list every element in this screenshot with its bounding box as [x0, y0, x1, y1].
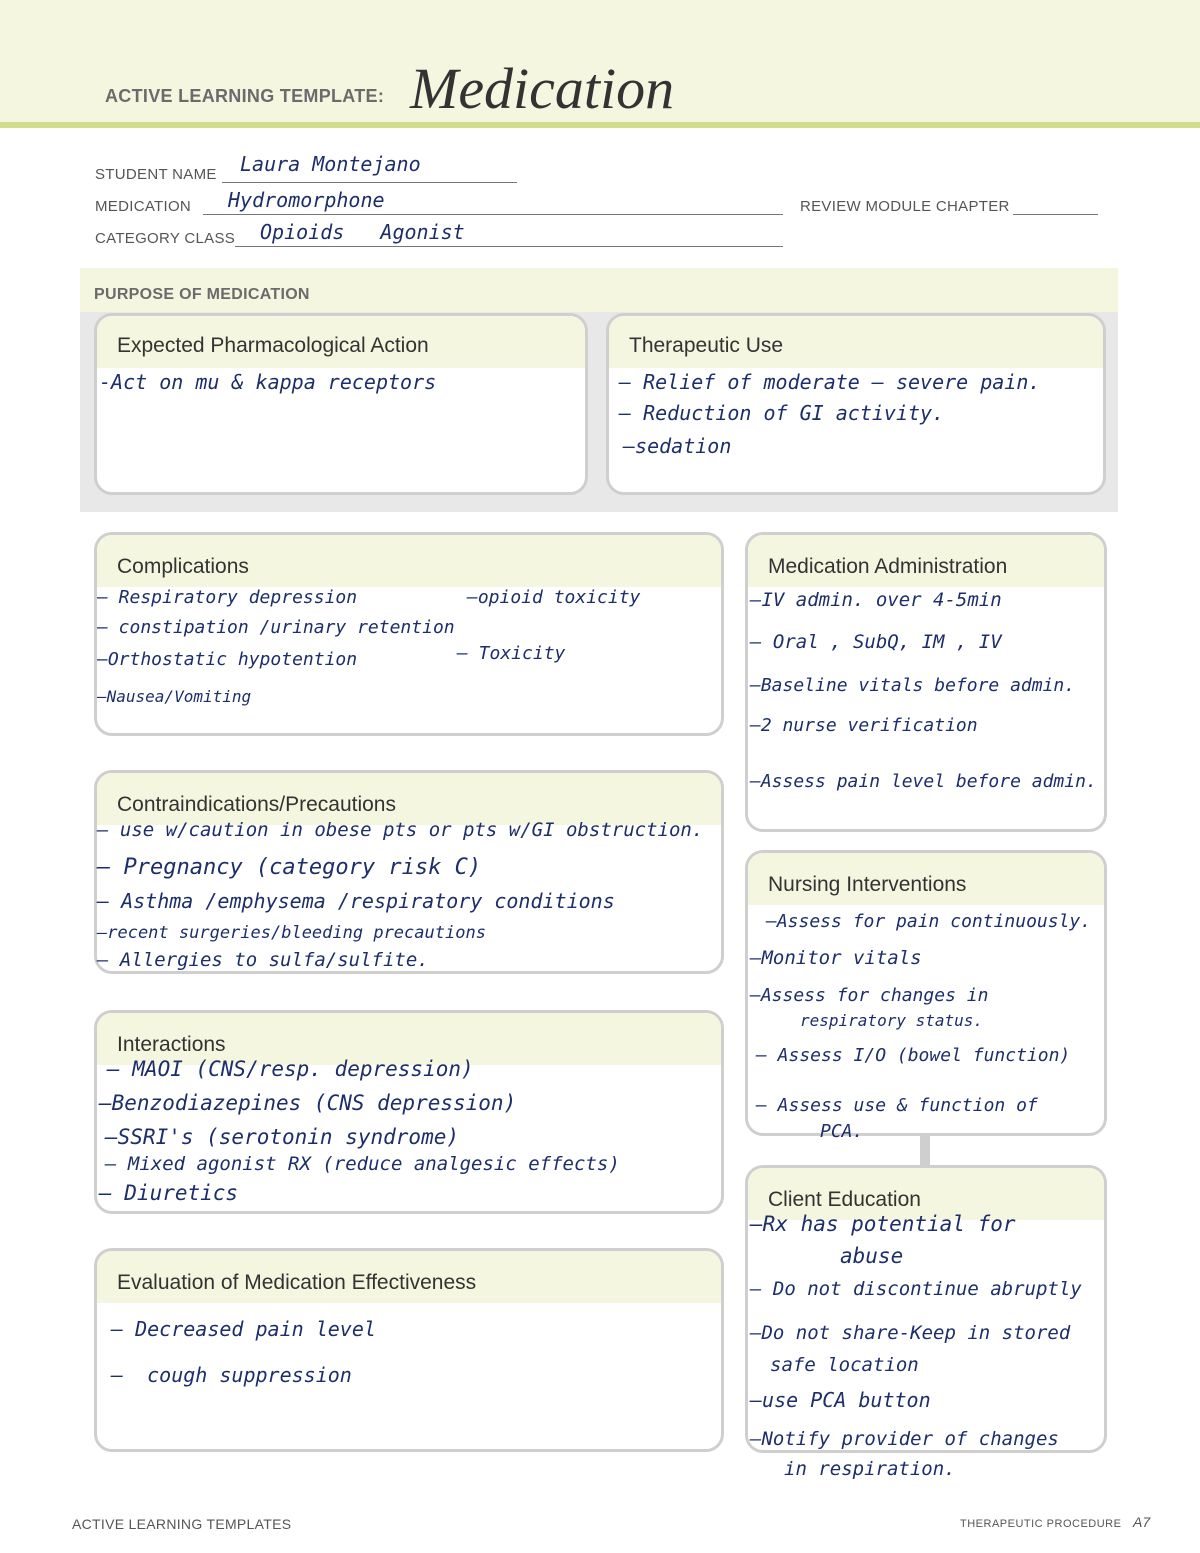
- administration-box: [745, 532, 1107, 832]
- student-name-label: STUDENT NAME: [95, 166, 217, 183]
- page-number: A7: [1133, 1514, 1151, 1530]
- nursing-interventions-box: [745, 850, 1107, 1142]
- handwritten-line[interactable]: – Do not discontinue abruptly: [750, 1278, 1082, 1300]
- expected-action-title: Expected Pharmacological Action: [117, 334, 429, 357]
- therapeutic-use-box: [606, 313, 1106, 495]
- handwritten-line[interactable]: – Asthma /emphysema /respiratory conditions: [97, 889, 615, 913]
- handwritten-line[interactable]: –Monitor vitals: [750, 947, 922, 969]
- header-rule: [0, 122, 1200, 128]
- handwritten-line[interactable]: – Reduction of GI activity.: [619, 401, 945, 425]
- template-title: Medication: [410, 56, 675, 121]
- handwritten-line[interactable]: –Rx has potential for: [750, 1212, 1016, 1236]
- evaluation-box: [94, 1248, 724, 1452]
- handwritten-line[interactable]: –IV admin. over 4-5min: [750, 589, 1002, 611]
- handwritten-line[interactable]: –Assess for changes in: [750, 985, 989, 1006]
- interactions-title: Interactions: [117, 1033, 226, 1056]
- nursing-interventions-title: Nursing Interventions: [768, 873, 967, 896]
- medication-line: [203, 214, 783, 215]
- handwritten-line[interactable]: – Toxicity: [457, 643, 566, 664]
- handwritten-line[interactable]: – constipation /urinary retention: [97, 617, 455, 638]
- therapeutic-use-title: Therapeutic Use: [629, 334, 784, 357]
- handwritten-line[interactable]: -Act on mu & kappa receptors: [99, 370, 437, 394]
- handwritten-line[interactable]: – Relief of moderate – severe pain.: [619, 370, 1041, 394]
- category-label: CATEGORY CLASS: [95, 230, 236, 247]
- handwritten-line[interactable]: – Respiratory depression: [97, 587, 358, 608]
- handwritten-line[interactable]: –Nausea/Vomiting: [97, 687, 252, 706]
- handwritten-line[interactable]: –Baseline vitals before admin.: [750, 675, 1076, 696]
- student-name-value[interactable]: Laura Montejano: [240, 152, 421, 176]
- client-education-box: [745, 1165, 1107, 1480]
- student-name-line: [222, 182, 517, 183]
- handwritten-line[interactable]: – Assess I/O (bowel function): [756, 1045, 1071, 1066]
- footer-right: THERAPEUTIC PROCEDURE: [960, 1518, 1122, 1530]
- handwritten-line[interactable]: –Do not share-Keep in stored: [750, 1322, 1071, 1344]
- handwritten-line[interactable]: – use w/caution in obese pts or pts w/GI obstruction.: [97, 819, 704, 841]
- purpose-label: PURPOSE OF MEDICATION: [94, 286, 310, 303]
- handwritten-line[interactable]: –2 nurse verification: [750, 715, 978, 736]
- expected-action-box: [94, 313, 588, 495]
- handwritten-line[interactable]: – Decreased pain level: [111, 1317, 376, 1341]
- handwritten-line[interactable]: – Diuretics: [99, 1181, 239, 1205]
- handwritten-line[interactable]: –Benzodiazepines (CNS depression): [99, 1091, 517, 1115]
- handwritten-line[interactable]: safe location: [770, 1354, 919, 1376]
- interactions-box: [94, 1010, 724, 1214]
- contraindications-title: Contraindications/Precautions: [117, 793, 396, 816]
- handwritten-line[interactable]: – Oral , SubQ, IM , IV: [750, 631, 1002, 653]
- contraindications-box: [94, 770, 724, 974]
- handwritten-line[interactable]: – cough suppression: [111, 1363, 352, 1387]
- template-prefix: ACTIVE LEARNING TEMPLATE:: [105, 86, 385, 106]
- handwritten-line[interactable]: in respiration.: [784, 1458, 956, 1480]
- review-module-label: REVIEW MODULE CHAPTER: [800, 198, 1010, 215]
- box-connector: [920, 1135, 930, 1167]
- handwritten-line[interactable]: –recent surgeries/bleeding precautions: [97, 923, 486, 943]
- category-value[interactable]: Opioids Agonist: [260, 220, 465, 244]
- complications-title: Complications: [117, 555, 249, 578]
- handwritten-line[interactable]: –use PCA button: [750, 1388, 931, 1412]
- handwritten-line[interactable]: – Assess use & function of: [756, 1095, 1038, 1116]
- handwritten-line[interactable]: –SSRI's (serotonin syndrome): [105, 1125, 460, 1149]
- handwritten-line[interactable]: – Pregnancy (category risk C): [97, 855, 482, 880]
- handwritten-line[interactable]: –Notify provider of changes: [750, 1428, 1059, 1450]
- client-education-title: Client Education: [768, 1188, 921, 1211]
- handwritten-line[interactable]: –Assess pain level before admin.: [750, 771, 1097, 792]
- review-module-line[interactable]: [1013, 214, 1098, 215]
- medication-label: MEDICATION: [95, 198, 192, 215]
- handwritten-line[interactable]: –sedation: [623, 434, 732, 458]
- medication-value[interactable]: Hydromorphone: [228, 188, 385, 212]
- handwritten-line[interactable]: – Allergies to sulfa/sulfite.: [97, 949, 429, 971]
- handwritten-line[interactable]: PCA.: [820, 1121, 864, 1142]
- handwritten-line[interactable]: abuse: [840, 1244, 904, 1268]
- evaluation-title: Evaluation of Medication Effectiveness: [117, 1271, 477, 1294]
- footer-left: ACTIVE LEARNING TEMPLATES: [72, 1516, 292, 1532]
- administration-title: Medication Administration: [768, 555, 1008, 578]
- handwritten-line[interactable]: –Assess for pain continuously.: [766, 911, 1092, 932]
- handwritten-line[interactable]: – Mixed agonist RX (reduce analgesic effects): [105, 1153, 620, 1175]
- handwritten-line[interactable]: –Orthostatic hypotention: [97, 649, 358, 670]
- handwritten-line[interactable]: –opioid toxicity: [467, 587, 641, 608]
- handwritten-line[interactable]: – MAOI (CNS/resp. depression): [107, 1057, 474, 1081]
- category-line: [235, 246, 783, 247]
- handwritten-line[interactable]: respiratory status.: [800, 1011, 984, 1030]
- complications-box: [94, 532, 724, 736]
